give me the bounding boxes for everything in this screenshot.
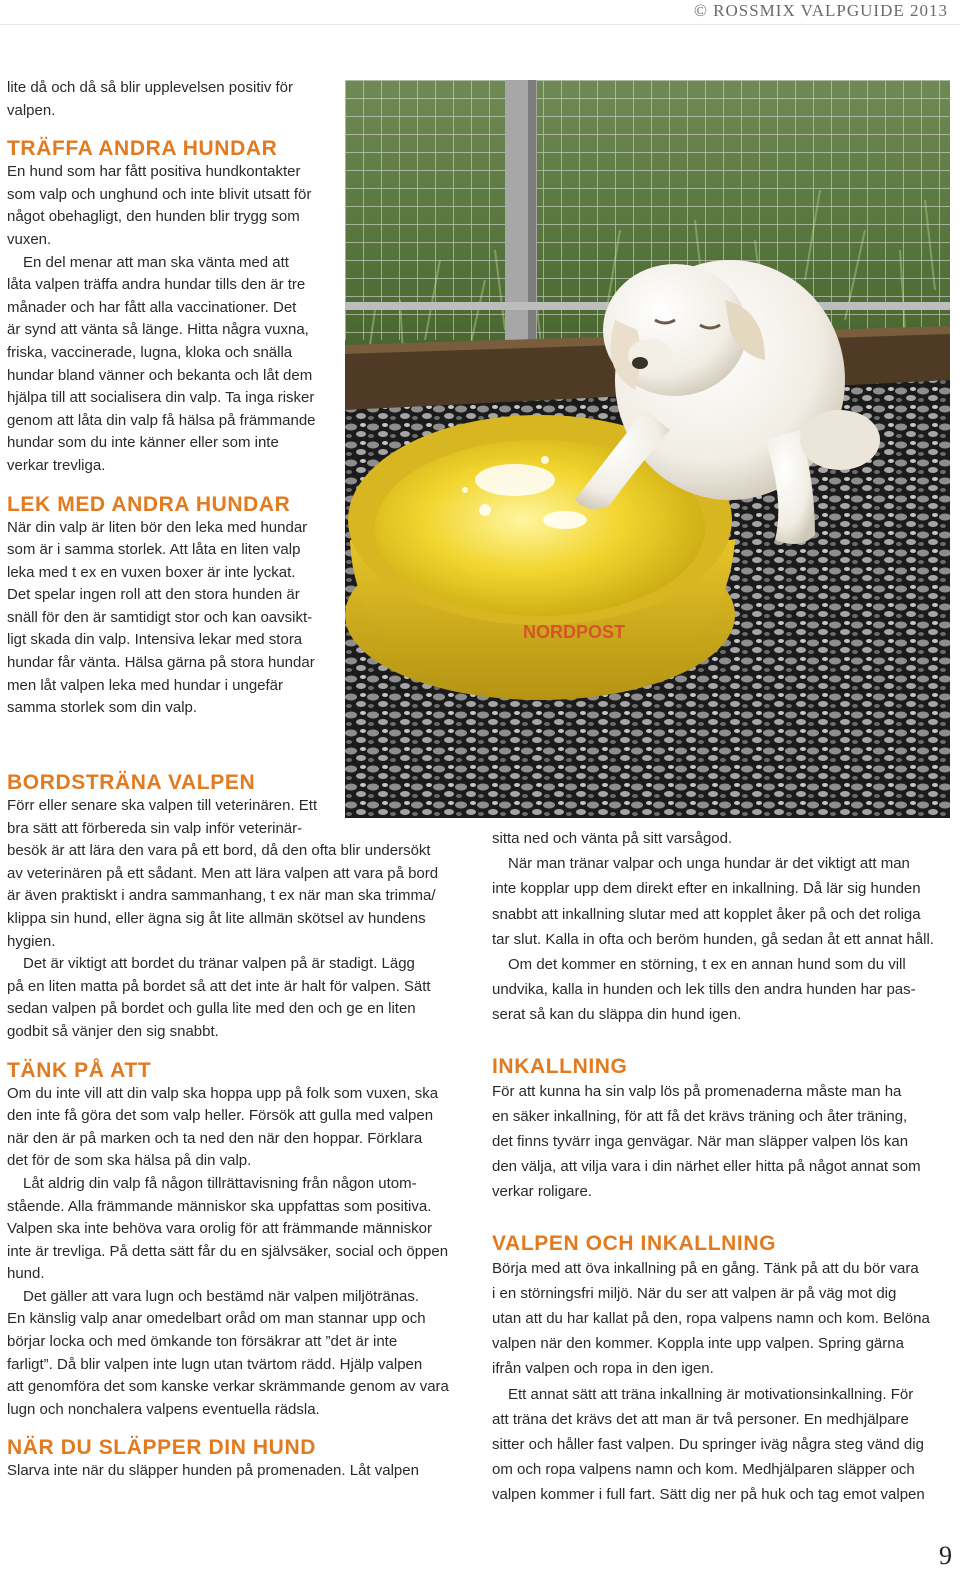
paragraph-line: men låt valpen leka med hundar i ungefär bbox=[7, 676, 284, 694]
page-number: 9 bbox=[939, 1541, 952, 1570]
section-body-lek-med-andra-hundar bbox=[7, 517, 337, 720]
paragraph-line: månader och har fått alla vaccinationer. Det bbox=[7, 298, 297, 316]
paragraph-line: ifrån valpen och ropa in den igen. bbox=[492, 1360, 714, 1378]
paragraph-line: i en störningsfri miljö. När du ser att valpen är på väg mot dig bbox=[492, 1284, 897, 1302]
paragraph-line: Slarva inte när du släpper hunden på promenaden. Låt valpen bbox=[7, 1462, 419, 1480]
paragraph-line: den inte få göra det som valp heller. Försök att gulla med valpen bbox=[7, 1107, 434, 1125]
paragraph-line: låta valpen träffa andra hundar tills den är tre bbox=[7, 276, 306, 294]
paragraph-line: att genomföra det som kanske verkar skrämmande genom av vara bbox=[7, 1378, 449, 1396]
paragraph-line: att träna det krävs det att man är två personer. En medhjälpare bbox=[492, 1410, 909, 1428]
paragraph-line: vuxen. bbox=[7, 230, 52, 248]
paragraph-line: En hund som har fått positiva hundkontakter bbox=[7, 163, 301, 181]
paragraph-line: När din valp är liten bör den leka med hundar bbox=[7, 518, 308, 536]
paragraph-line: det för de som ska hälsa på din valp. bbox=[7, 1152, 252, 1170]
paragraph-line: valpen när den kommer. Koppla inte upp valpen. Spring gärna bbox=[492, 1335, 904, 1353]
paragraph-line: Ett annat sätt att träna inkallning är motivationsinkallning. För bbox=[508, 1385, 914, 1403]
paragraph-line: serat så kan du släppa din hund igen. bbox=[492, 1006, 742, 1024]
paragraph-line: sitta ned och vänta på sitt varsågod. bbox=[492, 830, 733, 847]
paragraph-line: leka med t ex en vuxen boxer är inte lyckat. bbox=[7, 563, 296, 581]
paragraph-line: en säker inkallning, för att få det krävs träning och åter träning, bbox=[492, 1107, 908, 1125]
paragraph-line: friska, vaccinerade, lugna, kloka och snälla bbox=[7, 343, 293, 361]
paragraph-line: utan att du har kallat på den, ropa valpens namn och kom. Belöna bbox=[492, 1310, 930, 1328]
puppy-photo bbox=[345, 80, 950, 818]
paragraph-line: inte är trevliga. På detta sätt får du en självsäker, social och öppen bbox=[7, 1242, 449, 1260]
paragraph-line: Valpen ska inte behöva vara orolig för att främmande människor bbox=[7, 1220, 432, 1238]
paragraph-line: undvika, kalla in hunden och lek tills den andra hunden har pas- bbox=[492, 981, 916, 999]
section-title-lek-med-andra-hundar: LEK MED ANDRA HUNDAR bbox=[7, 492, 291, 516]
section-title-bordstrana-valpen: BORDSTRÄNA VALPEN bbox=[7, 771, 256, 794]
section-title-inkallning: INKALLNING bbox=[492, 1054, 628, 1078]
paragraph-line: En känslig valp anar omedelbart oråd om man stannar upp och bbox=[7, 1310, 426, 1328]
paragraph-line: om och ropa valpens namn och kom. Medhjälparen släpper och bbox=[492, 1461, 915, 1479]
paragraph-line: lite då och då så blir upplevelsen positiv för bbox=[7, 79, 293, 96]
paragraph-line: hundar bland vänner och bekanta och låt dem bbox=[7, 366, 313, 384]
paragraph-line: klippa sin hund, eller ägna sig åt lite allmän skötsel av hundens bbox=[7, 909, 426, 927]
paragraph-line: hygien. bbox=[7, 932, 56, 950]
paragraph-line: Börja med att öva inkallning på en gång. Tänk på att du bör vara bbox=[492, 1259, 919, 1277]
copyright-header: © ROSSMIX VALPGUIDE 2013 bbox=[693, 1, 948, 20]
paragraph-line: av veterinären på ett sådant. Men att lära valpen att vara på bord bbox=[7, 864, 439, 882]
paragraph-line: valpen. bbox=[7, 101, 56, 119]
paragraph-line: snäll för den är samtidigt stor och kan oavsikt- bbox=[7, 608, 313, 626]
paragraph-line: Om du inte vill att din valp ska hoppa upp på folk som vuxen, ska bbox=[7, 1084, 439, 1102]
paragraph-line: Det gäller att vara lugn och bestämd när valpen miljötränas. bbox=[23, 1287, 420, 1305]
bowl-brand-text: NORDPOST bbox=[523, 622, 626, 642]
paragraph-line: inte kopplar upp dem direkt efter en inkallning. Då lär sig hunden bbox=[492, 880, 921, 898]
section-body-nar-du-slapper-din-hund bbox=[7, 1460, 477, 1483]
paragraph-line: Om det kommer en störning, t ex en annan hund som du vill bbox=[508, 956, 906, 974]
paragraph-line: stående. Alla främmande människor ska uppfattas som positiva. bbox=[7, 1197, 432, 1215]
section-body-traffa-andra-hundar bbox=[7, 161, 337, 477]
right-column bbox=[492, 826, 954, 1508]
paragraph-line: det finns tyvärr inga genvägar. När man släpper valpen lös kan bbox=[492, 1133, 909, 1151]
paragraph-line: är synd att vänta så länge. Hitta några vuxna, bbox=[7, 321, 309, 339]
paragraph-line: genom att låta din valp få hälsa på främmande bbox=[7, 411, 316, 429]
paragraph-line: besök är att lära den vara på ett bord, då den ofta blir undersökt bbox=[7, 842, 431, 860]
paragraph-line: när den är på marken och ta ned den när den hoppar. Förklara bbox=[7, 1129, 423, 1147]
paragraph-line: något obehagligt, den hunden blir trygg som bbox=[7, 208, 300, 226]
paragraph-line: valpen kommer i full fart. Sätt dig ner på huk och tag emot valpen bbox=[492, 1486, 925, 1504]
paragraph-line: Förr eller senare ska valpen till veterinären. Ett bbox=[7, 797, 318, 814]
paragraph-line: farligt”. Då blir valpen inte lugn utan tvärtom rädd. Hjälp valpen bbox=[7, 1355, 423, 1373]
puppy-water-bowl-illustration bbox=[345, 80, 950, 818]
paragraph-line: sedan valpen på bordet och gulla lite med den och ge en liten bbox=[7, 1000, 416, 1018]
paragraph-line: sitter och håller fast valpen. Du springer iväg några steg vänd dig bbox=[492, 1436, 924, 1454]
section-body-continued bbox=[492, 826, 954, 1028]
paragraph-line: den välja, att vilja vara i din närhet eller hitta på något annat som bbox=[492, 1158, 921, 1176]
paragraph-line: verkar trevliga. bbox=[7, 456, 106, 474]
section-body-inkallning bbox=[492, 1079, 954, 1205]
paragraph-line: hund. bbox=[7, 1265, 45, 1283]
page-header bbox=[0, 0, 960, 25]
section-body-bordstrana-valpen bbox=[7, 795, 477, 1044]
section-body-valpen-och-inkallning bbox=[492, 1256, 954, 1508]
section-body-tank-pa-att bbox=[7, 1083, 477, 1422]
paragraph-line: som är i samma storlek. Att låta en liten valp bbox=[7, 541, 301, 559]
section-title-valpen-och-inkallning: VALPEN OCH INKALLNING bbox=[492, 1231, 777, 1255]
paragraph-line: Låt aldrig din valp få någon tillrättavisning från någon utom- bbox=[23, 1174, 417, 1192]
left-column-bottom bbox=[7, 771, 477, 1483]
paragraph-line: Det är viktigt att bordet du tränar valpen på är stadigt. Lägg bbox=[23, 955, 415, 973]
section-title-nar-du-slapper-din-hund: NÄR DU SLÄPPER DIN HUND bbox=[7, 1436, 316, 1460]
paragraph-line: Det spelar ingen roll att den stora hunden är bbox=[7, 586, 300, 604]
paragraph-line: börjar locka och med ömkande ton försäkrar att ”det är inte bbox=[7, 1333, 398, 1351]
paragraph-line: på en liten matta på bordet så att det inte är halt för valpen. Sätt bbox=[7, 977, 431, 995]
section-title-tank-pa-att: TÄNK PÅ ATT bbox=[7, 1058, 152, 1082]
paragraph-line: En del menar att man ska vänta med att bbox=[23, 253, 289, 271]
paragraph-line: verkar roligare. bbox=[492, 1183, 593, 1201]
paragraph-line: som valp och unghund och inte blivit utsatt för bbox=[7, 185, 312, 203]
paragraph-line: hundar som du inte känner eller som inte bbox=[7, 434, 279, 452]
paragraph-line: är även praktiskt i andra sammanhang, t ex när man ska trimma/ bbox=[7, 887, 436, 905]
paragraph-line: hundar får vänta. Hälsa gärna på stora hundar bbox=[7, 654, 315, 672]
paragraph-line: godbit så vänjer den sig snabbt. bbox=[7, 1022, 219, 1040]
paragraph-line: ligt skada din valp. Intensiva lekar med stora bbox=[7, 631, 303, 649]
section-title-traffa-andra-hundar: TRÄFFA ANDRA HUNDAR bbox=[7, 137, 278, 161]
paragraph-line: För att kunna ha sin valp lös på promenaderna måste man ha bbox=[492, 1082, 902, 1100]
paragraph-line: tar slut. Kalla in ofta och beröm hunden, gå sedan åt ett annat håll. bbox=[492, 930, 934, 948]
paragraph-line: hjälpa till att socialisera din valp. Ta inga risker bbox=[7, 389, 315, 407]
paragraph-line: samma storlek som din valp. bbox=[7, 699, 198, 717]
paragraph-line: lugn och nonchalera valpens eventuella rädsla. bbox=[7, 1400, 320, 1418]
paragraph-line: bra sätt att förbereda sin valp inför veterinär- bbox=[7, 819, 303, 837]
paragraph-line: snabbt att inkallning slutar med att kopplet åker på och det roliga bbox=[492, 905, 921, 923]
left-column-top bbox=[7, 77, 337, 720]
paragraph-line: När man tränar valpar och unga hundar är det viktigt att man bbox=[508, 855, 910, 873]
